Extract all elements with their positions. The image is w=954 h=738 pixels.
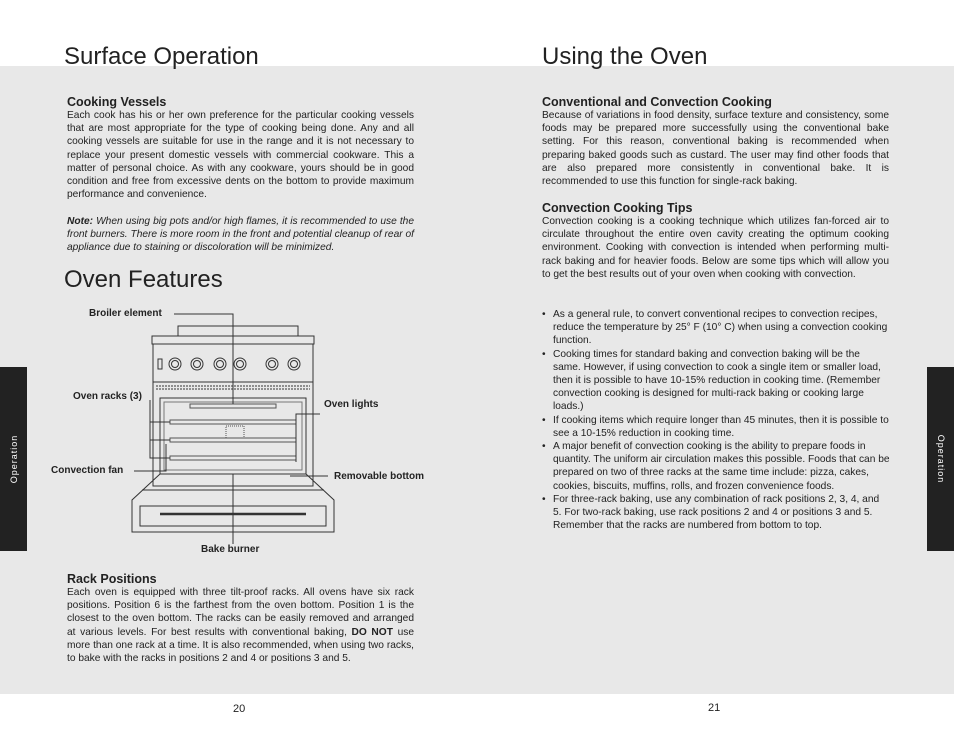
label-bake-burner: Bake burner — [201, 544, 260, 555]
surface-operation-title: Surface Operation — [64, 43, 259, 70]
list-item: • For three-rack baking, use any combination of rack positions 2, 3, 4, and 5. For two-rack baking, use rack positions 2 and 4 or positions 3 and 5. Remember that the racks are numbered from bottom to top. — [542, 493, 890, 533]
list-item: • If cooking items which require longer than 45 minutes, then it is possible to see a 10-15% reduction in cooking time. — [542, 414, 890, 440]
cooking-vessels-heading: Cooking Vessels — [67, 95, 167, 109]
convection-tips-heading: Convection Cooking Tips — [542, 201, 693, 215]
diagram-knob — [214, 358, 226, 370]
conventional-cooking-heading: Conventional and Convection Cooking — [542, 95, 772, 109]
label-oven-racks: Oven racks (3) — [73, 391, 142, 402]
diagram-backguard — [178, 326, 298, 336]
side-tab-right-label: Operation — [935, 434, 946, 484]
label-broiler-element: Broiler element — [89, 308, 162, 319]
page-number-left: 20 — [233, 703, 246, 715]
note-text: When using big pots and/or high flames, it is recommended to use the front burners. There is more room in the front and potential cleanup of rear of appliance due to staining or discoloration will be minimized. — [67, 216, 414, 254]
rack-positions-body-1: Each oven is equipped with three tilt-proof racks. All ovens have six rack positions. Position 6 is the farthest from the oven bottom. Position 1 is the closest to the oven bottom. The racks can be easily removed and arranged at various levels. For best results with conventional baking, — [67, 587, 414, 638]
diagram-knob — [234, 358, 246, 370]
list-item: • A major benefit of convection cooking is the ability to prepare foods in quantity. The uniform air circulation makes this possible. Foods that can be prepared on two of three racks at the same time include: pizza, cakes, cookies, biscuits, muffins, rolls, and frozen convenience foods. — [542, 440, 890, 493]
page-number-right: 21 — [708, 702, 721, 714]
diagram-knob — [191, 358, 203, 370]
note-label: Note: — [67, 216, 94, 227]
diagram-knob — [266, 358, 278, 370]
convection-tips-list — [542, 308, 890, 532]
side-tab-right — [927, 367, 954, 551]
oven-features-title: Oven Features — [64, 266, 223, 293]
side-tab-left-label: Operation — [8, 434, 19, 484]
label-oven-lights: Oven lights — [324, 399, 379, 410]
list-item: • As a general rule, to convert conventional recipes to convection recipes, reduce the temperature by 25° F (10° C) when using a convection cooking function. — [542, 308, 890, 348]
diagram-oven-cavity — [160, 398, 306, 474]
label-convection-fan: Convection fan — [51, 465, 124, 476]
rack-positions-body-2: use more than one rack at a time. It is also recommended, when using two racks, to bake with the racks in positions 2 and 4 or positions 3 and 5. — [67, 626, 415, 665]
diagram-rack — [170, 420, 296, 424]
diagram-rack — [170, 456, 296, 460]
oven-diagram — [40, 300, 340, 550]
rack-positions-body — [67, 586, 414, 665]
diagram-convection-fan — [226, 426, 244, 438]
diagram-knob — [288, 358, 300, 370]
diagram-broiler-element — [190, 404, 276, 408]
label-removable-bottom: Removable bottom — [334, 471, 425, 482]
convection-tips-body: Convection cooking is a cooking technique which utilizes fan-forced air to circulate throughout the entire oven cavity creating the optimum cooking environment. Cooking with convection is intended when performing multi-rack baking and for heavier foods. Below are some tips which will allow you to get the best results out of your oven when cooking with convection. — [542, 216, 889, 280]
cooking-vessels-body: Each cook has his or her own preference for the particular cooking vessels that are most appropriate for the type of cooking being done. Any and all cooking vessels are suitable for use in the range and it is not necessary to replace your present domestic vessels with commercial cookware. This a matter of personal choice. As with any cookware, yours should be in good condition and free from excessive dents on the bottom to provide maximum performance and convenience. — [67, 110, 414, 201]
rack-positions-do-not: DO NOT — [351, 626, 393, 638]
side-tab-left — [0, 367, 27, 551]
list-item: • Cooking times for standard baking and convection baking will be the same. However, if using convection to cook a single item or smaller load, then it is possible to have 10-15% reduction in cooking time. (Remember convection cooking is designed for multi-rack baking or cooking large loads.) — [542, 348, 890, 414]
leader-lights — [296, 414, 320, 462]
cooking-vessels-note — [67, 215, 414, 255]
diagram-knob — [169, 358, 181, 370]
rack-positions-heading: Rack Positions — [67, 572, 157, 586]
using-the-oven-title: Using the Oven — [542, 43, 708, 70]
conventional-cooking-body: Because of variations in food density, surface texture and consistency, some foods may be prepared more successfully using the conventional bake setting. For this reason, conventional baking is recommended when preparing baked goods such as custard. The user may find other foods that are also prepared more consistently in conventional bake. It is recommended to use this function for single-rack baking. — [542, 110, 889, 188]
diagram-rack — [170, 438, 296, 442]
